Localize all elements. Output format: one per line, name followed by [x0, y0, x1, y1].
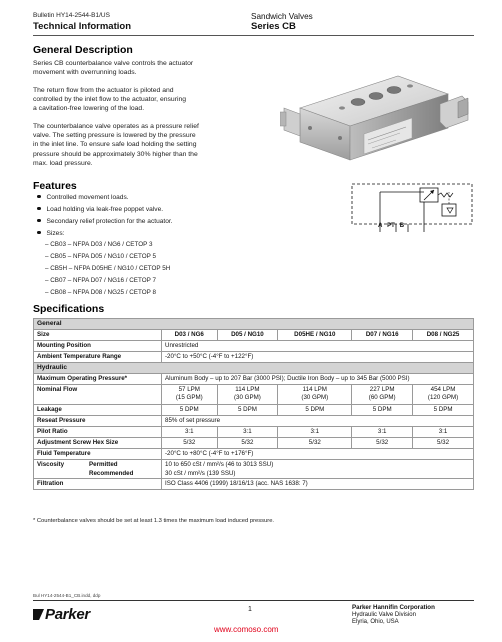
pilot-cell: 3:1: [278, 427, 352, 438]
valve-product-image: [280, 68, 470, 186]
company-name: Parker Hannifin Corporation: [352, 604, 435, 611]
text-line: a cavitation-free lowering of the load.: [33, 105, 145, 113]
text-line: The return flow from the actuator is piloted and: [33, 87, 174, 94]
table-row: [34, 330, 474, 341]
table-row: [34, 449, 474, 460]
size-cell: D07 / NG16: [352, 330, 413, 341]
flow-lpm: 114 LPM: [302, 386, 327, 393]
flow-lpm: 57 LPM: [178, 386, 200, 393]
text-line: Series CB counterbalance valve controls the actuator: [33, 60, 194, 67]
size-item: – CB08 – NFPA D08 / NG25 / CETOP 8: [45, 289, 156, 296]
flow-gpm: (30 GPM): [234, 394, 261, 401]
text-line: pressure should be approximately 30% higher than the: [33, 150, 198, 158]
pilot-cell: 3:1: [162, 427, 218, 438]
screw-cell: 5/32: [162, 438, 218, 449]
counterbalance-symbol-icon: [350, 182, 475, 232]
viscosity-recommended-label: Recommended: [89, 469, 134, 477]
bullet-text: Secondary relief protection for the actuator.: [46, 218, 173, 225]
row-label: Size: [34, 330, 162, 341]
flow-cell: [352, 385, 413, 405]
screw-cell: 5/32: [278, 438, 352, 449]
parker-logo-icon: [33, 609, 44, 620]
viscosity-label-cell: [34, 460, 162, 479]
row-label: Nominal Flow: [34, 385, 162, 405]
flow-gpm: (30 GPM): [301, 394, 329, 401]
flow-lpm: 114 LPM: [235, 386, 260, 393]
valve-illustration: [280, 68, 470, 186]
parker-logo: [33, 606, 90, 623]
company-location: Elyria, Ohio, USA: [352, 619, 399, 625]
row-value: -20°C to +80°C (-4°F to +176°F): [162, 449, 474, 460]
row-label: Filtration: [34, 479, 162, 490]
text-line: controlled by the inlet flow to the actuator, ensuring: [33, 96, 187, 104]
screw-cell: 5/32: [217, 438, 278, 449]
parker-logo-text: Parker: [45, 606, 90, 623]
row-label: Adjustment Screw Hex Size: [34, 438, 162, 449]
size-item: – CB5H – NFPA D05HE / NG10 / CETOP 5H: [45, 265, 171, 272]
bullet-icon: [37, 207, 41, 211]
general-paragraph-1: [33, 59, 193, 77]
row-label: Reseat Pressure: [34, 416, 162, 427]
text-line: max. load pressure.: [33, 159, 93, 167]
header-right-sub: Sandwich Valves: [251, 12, 313, 21]
general-paragraph-3: [33, 122, 199, 168]
text-line: movement with overrunning loads.: [33, 69, 137, 77]
feature-bullet: [37, 217, 173, 226]
file-reference: Bul HY14-2544-B1_CB.indd, ddp: [33, 593, 101, 598]
size-cell: D05HE / NG10: [278, 330, 352, 341]
row-label: Fluid Temperature: [34, 449, 162, 460]
row-label: Leakage: [34, 405, 162, 416]
table-row: [34, 416, 474, 427]
row-value: Unrestricted: [162, 341, 474, 352]
header-right-title: Series CB: [251, 21, 296, 32]
screw-cell: 5/32: [413, 438, 474, 449]
symbol-port-labels: A PT B: [378, 223, 405, 229]
pilot-cell: 3:1: [413, 427, 474, 438]
company-division: Hydraulic Valve Division: [352, 612, 416, 618]
text-line: The counterbalance valve operates as a pressure relief: [33, 123, 199, 130]
flow-cell: [278, 385, 352, 405]
bullet-icon: [37, 231, 41, 235]
flow-gpm: (15 GPM): [175, 394, 203, 401]
row-label: Mounting Position: [34, 341, 162, 352]
text-line: in the inlet line. To ensure safe load holding the setting: [33, 141, 197, 149]
specifications-heading: Specifications: [33, 303, 105, 315]
specifications-table: [33, 318, 474, 490]
leakage-cell: 5 DPM: [352, 405, 413, 416]
viscosity-label: Viscosity: [37, 461, 65, 468]
table-footnote: * Counterbalance valves should be set at least 1.3 times the maximum load induced pressure.: [33, 518, 275, 524]
row-label: Ambient Temperature Range: [34, 352, 162, 363]
size-cell: D05 / NG10: [217, 330, 278, 341]
leakage-cell: 5 DPM: [162, 405, 218, 416]
leakage-cell: 5 DPM: [217, 405, 278, 416]
features-heading: Features: [33, 180, 77, 192]
row-value: Aluminum Body – up to 207 Bar (3000 PSI); Ductile Iron Body – up to 345 Bar (5000 PSI): [162, 374, 474, 385]
bulletin-number: Bulletin HY14-2544-B1/US: [33, 12, 110, 19]
size-cell: D03 / NG6: [162, 330, 218, 341]
pilot-cell: 3:1: [217, 427, 278, 438]
table-row: [34, 374, 474, 385]
viscosity-permitted-label: Permitted: [89, 461, 118, 468]
page-number: 1: [248, 606, 252, 613]
size-item: – CB03 – NFPA D03 / NG6 / CETOP 3: [45, 241, 153, 248]
group-general: General: [34, 319, 474, 330]
table-row: [34, 405, 474, 416]
table-row: [34, 385, 474, 405]
footer-rule: [33, 600, 474, 601]
row-value: -20°C to +50°C (-4°F to +122°F): [162, 352, 474, 363]
leakage-cell: 5 DPM: [278, 405, 352, 416]
table-row: [34, 479, 474, 490]
table-group-row: [34, 319, 474, 330]
text-line: valve. The setting pressure is lowered by the pressure: [33, 132, 196, 140]
bullet-text: Load holding via leak-free poppet valve.: [46, 206, 164, 213]
table-row: [34, 341, 474, 352]
table-row: [34, 460, 474, 479]
bullet-icon: [37, 219, 41, 223]
row-label: Maximum Operating Pressure*: [34, 374, 162, 385]
table-row: [34, 438, 474, 449]
bullet-text: Sizes:: [46, 230, 65, 237]
feature-bullet: [37, 205, 163, 214]
size-item: – CB05 – NFPA D05 / NG10 / CETOP 5: [45, 253, 156, 260]
viscosity-recommended-value: 30 cSt / mm²/s (139 SSU): [165, 469, 236, 477]
leakage-cell: 5 DPM: [413, 405, 474, 416]
flow-lpm: 454 LPM: [430, 386, 456, 393]
header-left-title: Technical Information: [33, 21, 132, 32]
flow-cell: [162, 385, 218, 405]
website-link[interactable]: www.comoso.com: [214, 625, 279, 634]
flow-gpm: (60 GPM): [368, 394, 396, 401]
group-hydraulic: Hydraulic: [34, 363, 474, 374]
pilot-cell: 3:1: [352, 427, 413, 438]
flow-gpm: (120 GPM): [427, 394, 459, 401]
flow-lpm: 227 LPM: [369, 386, 395, 393]
row-value: 85% of set pressure: [162, 416, 474, 427]
table-group-row: [34, 363, 474, 374]
bullet-text: Controlled movement loads.: [46, 194, 129, 201]
table-row: [34, 352, 474, 363]
hydraulic-symbol: [350, 182, 475, 242]
bullet-icon: [37, 195, 41, 199]
viscosity-permitted-value: 10 to 650 cSt / mm²/s (46 to 3013 SSU): [165, 461, 274, 468]
general-description-heading: General Description: [33, 44, 133, 56]
header-rule: [33, 35, 474, 36]
size-cell: D08 / NG25: [413, 330, 474, 341]
flow-cell: [217, 385, 278, 405]
table-row: [34, 427, 474, 438]
viscosity-label-line: [37, 461, 158, 470]
row-value: ISO Class 4406 (1999) 18/16/13 (acc. NAS 1638: 7): [162, 479, 474, 490]
size-item: – CB07 – NFPA D07 / NG16 / CETOP 7: [45, 277, 156, 284]
screw-cell: 5/32: [352, 438, 413, 449]
feature-bullet: [37, 193, 129, 202]
flow-cell: [413, 385, 474, 405]
feature-bullet: [37, 229, 64, 238]
viscosity-values: [162, 460, 474, 479]
general-paragraph-2: [33, 86, 186, 114]
row-label: Pilot Ratio: [34, 427, 162, 438]
